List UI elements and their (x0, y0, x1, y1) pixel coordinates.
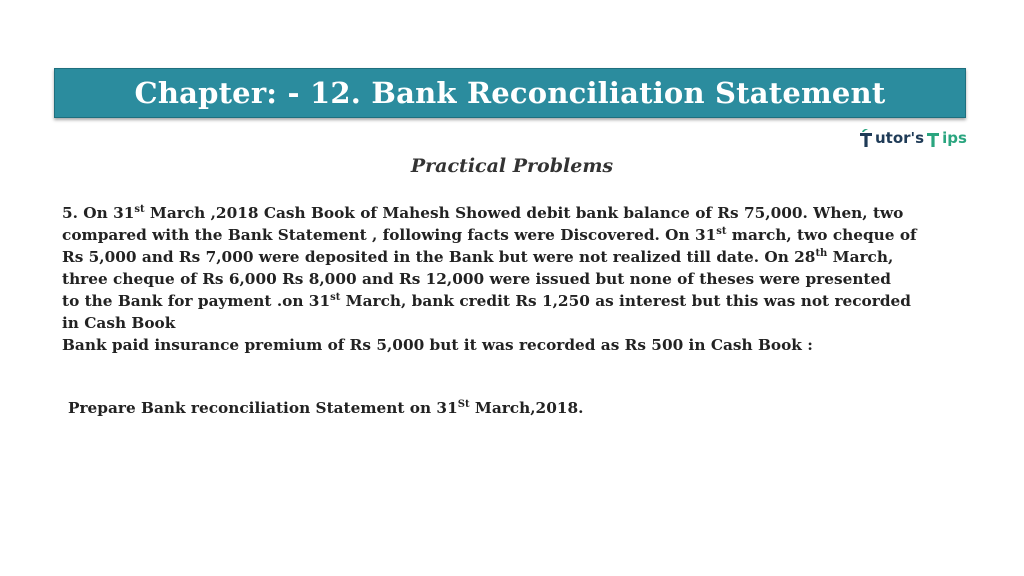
chapter-title: Chapter: - 12. Bank Reconciliation Statement (134, 76, 886, 110)
task-instruction: Prepare Bank reconciliation Statement on 31St March,2018. (68, 399, 584, 417)
problem-statement (62, 202, 972, 356)
problem-line: Bank paid insurance premium of Rs 5,000 but it was recorded as Rs 500 in Cash Book : (62, 336, 813, 354)
logo-text-utors: utor's (875, 129, 925, 147)
problem-line: compared with the Bank Statement , following facts were Discovered. On 31st march, two cheque of (62, 226, 917, 244)
problem-line: to the Bank for payment .on 31st March, bank credit Rs 1,250 as interest but this was not recorded (62, 292, 911, 310)
problem-line: three cheque of Rs 6,000 Rs 8,000 and Rs 12,000 were issued but none of theses were presented (62, 270, 891, 288)
problem-line: Rs 5,000 and Rs 7,000 were deposited in the Bank but were not realized till date. On 28th March, (62, 248, 894, 266)
problem-line: 5. On 31st March ,2018 Cash Book of Mahesh Showed debit bank balance of Rs 75,000. When, two (62, 204, 904, 222)
tutorstips-logo (858, 124, 967, 148)
problem-line: in Cash Book (62, 314, 176, 332)
tutorstips-t-icon (925, 128, 941, 148)
tutorstips-t-icon (858, 128, 874, 148)
chapter-banner (54, 68, 966, 118)
logo-text-ips: ips (942, 129, 967, 147)
section-subtitle: Practical Problems (410, 155, 614, 177)
